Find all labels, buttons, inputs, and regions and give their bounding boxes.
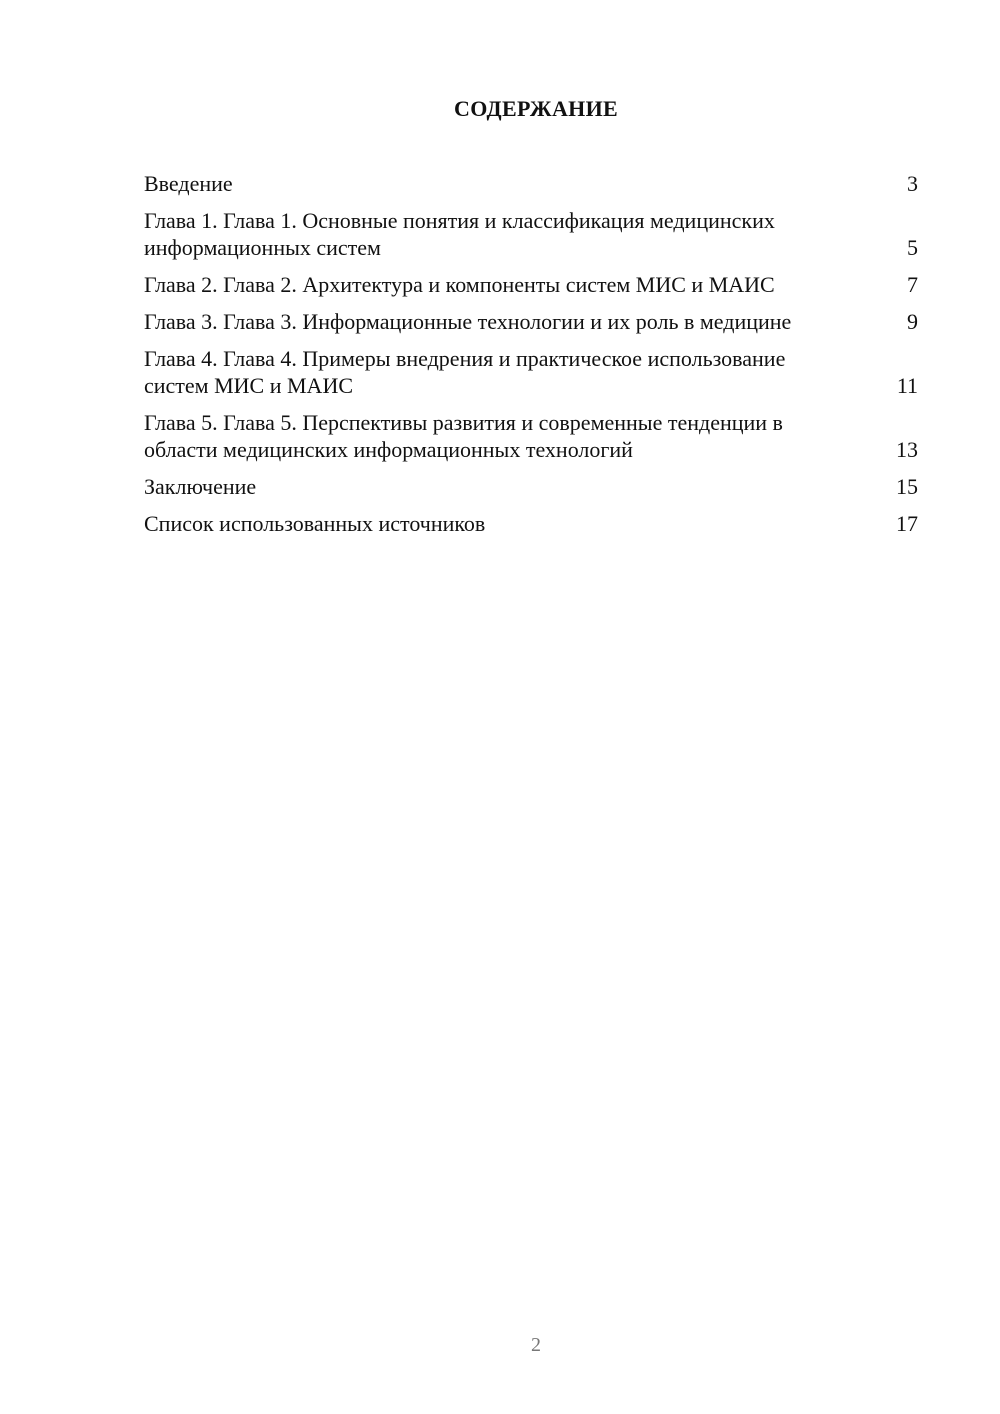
toc-entry-label: Глава 2. Глава 2. Архитектура и компоненты систем МИС и МАИС	[144, 272, 775, 297]
toc-entry-chapter-5[interactable]	[144, 409, 918, 463]
toc-entry-label: Глава 1. Глава 1. Основные понятия и классификация медицинских информационных систем	[144, 208, 775, 260]
toc-entry-conclusion[interactable]	[144, 473, 918, 500]
toc-entry-label: Введение	[144, 171, 233, 196]
toc-entry-introduction[interactable]	[144, 170, 918, 197]
toc-entry-page: 9	[907, 309, 918, 334]
toc-entry-label: Заключение	[144, 474, 257, 499]
toc-entry-chapter-4[interactable]	[144, 345, 918, 399]
table-of-contents	[144, 170, 918, 547]
toc-entry-page: 11	[896, 373, 918, 398]
toc-entry-page: 5	[907, 235, 918, 260]
toc-entry-chapter-3[interactable]	[144, 308, 918, 335]
toc-title: СОДЕРЖАНИЕ	[454, 96, 618, 121]
toc-entry-chapter-1[interactable]	[144, 207, 918, 261]
toc-entry-page: 17	[896, 511, 918, 536]
toc-entry-references[interactable]	[144, 510, 918, 537]
toc-entry-page: 3	[907, 171, 918, 196]
toc-entry-page: 15	[896, 474, 918, 499]
toc-entry-page: 7	[907, 272, 918, 297]
toc-entry-label: Глава 5. Глава 5. Перспективы развития и современные тенденции в области медицинских информационных технологий	[144, 410, 783, 462]
toc-entry-label: Глава 4. Глава 4. Примеры внедрения и практическое использование систем МИС и МАИС	[144, 346, 786, 398]
toc-entry-label: Список использованных источников	[144, 511, 486, 536]
page-number: 2	[531, 1334, 541, 1356]
toc-entry-label: Глава 3. Глава 3. Информационные технологии и их роль в медицине	[144, 309, 792, 334]
toc-entry-page: 13	[896, 437, 918, 462]
toc-entry-chapter-2[interactable]	[144, 271, 918, 298]
